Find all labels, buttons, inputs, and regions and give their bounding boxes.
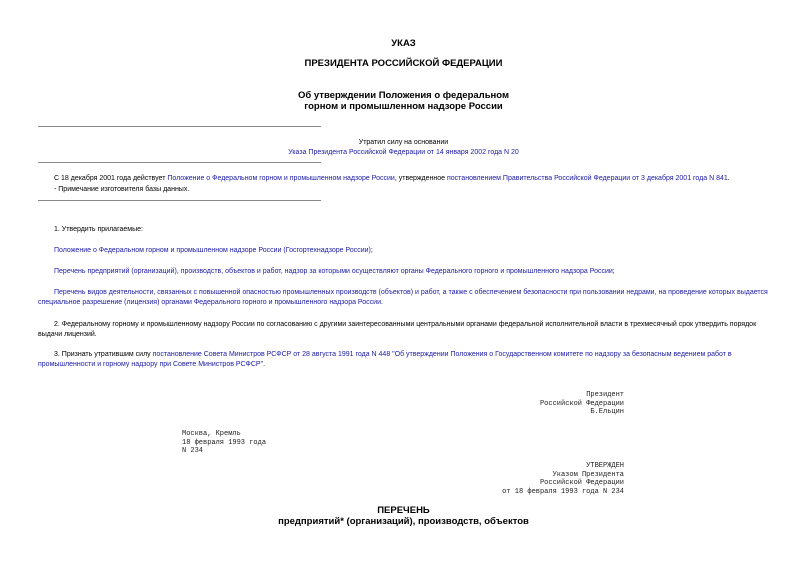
database-note xyxy=(38,174,768,184)
place: Москва, Кремль xyxy=(182,430,241,438)
date: 18 февраля 1993 года xyxy=(182,438,267,447)
item-2: 2. Федеральному горному и промышленному надзору России по согласованию с другими заинтересованными центральными органами федеральной исполнительной власти в трехмесячный срок утвердить порядок выдачи лицензий. xyxy=(38,321,757,338)
approved-date: от 18 февраля 1993 года N 234 xyxy=(502,487,624,496)
approved-label: УТВЕРЖДЕН xyxy=(586,462,624,470)
punctuation: ; xyxy=(370,247,373,254)
approval-block xyxy=(440,462,624,496)
signature-role-country: Российской Федерации xyxy=(539,399,624,408)
database-note-source: - Примечание изготовителя базы данных. xyxy=(54,186,190,193)
note-text: . xyxy=(727,175,730,182)
approved-activities-item xyxy=(38,288,768,308)
list-subtitle: предприятий* (организаций), производств, объектов xyxy=(278,516,529,527)
document-title-line-2: горном и промышленном надзоре России xyxy=(304,101,503,112)
place-date-block xyxy=(182,430,382,456)
approved-country: Российской Федерации xyxy=(539,479,624,487)
document-title-line-1: Об утверждении Положения о федеральном xyxy=(298,90,509,101)
approved-regulation-item xyxy=(38,246,768,256)
president-heading: ПРЕЗИДЕНТА РОССИЙСКОЙ ФЕДЕРАЦИИ xyxy=(304,58,503,69)
rsfsr-resolution-link[interactable]: постановление Совета Министров РСФСР от 28 августа 1991 года N 448 "Об утверждении Положения о Государственном комитете по надзору за безопасным ведением работ в промышленности и горному надзору при Совете Министров РСФСР" xyxy=(38,351,732,368)
basis-decree-link[interactable]: Указа Президента Российской Федерации от 14 января 2002 года N 20 xyxy=(288,149,519,156)
item-3 xyxy=(38,350,768,370)
signature-block xyxy=(460,391,624,417)
approved-list-item xyxy=(38,267,768,277)
regulation-link[interactable]: Положение о Федеральном горном и промышленном надзоре России xyxy=(167,175,395,182)
activities-list-link[interactable]: Перечень видов деятельности, связанных с повышенной опасностью промышленных производств (объектов) и работ, а также с обеспечением безопасности при пользовании недрами, на проведение которых выдается специальное разрешение (лицензия) органами Федерального горного и промышленного надзора России xyxy=(38,289,768,306)
punctuation: . xyxy=(263,361,266,368)
divider xyxy=(38,200,321,201)
enterprises-list-link[interactable]: Перечень предприятий (организаций), производств, объектов и работ, надзор за которыми осуществляют органы Федерального горного и промышленного надзора России xyxy=(54,268,613,275)
decree-heading: УКАЗ xyxy=(391,38,416,49)
note-text: , утвержденное xyxy=(394,175,447,182)
item-1: 1. Утвердить прилагаемые: xyxy=(54,226,143,233)
signature-name: Б.Ельцин xyxy=(590,408,624,416)
punctuation: ; xyxy=(612,268,615,275)
note-text: С 18 декабря 2001 года действует xyxy=(54,175,168,182)
regulation-document-link[interactable]: Положение о Федеральном горном и промышленном надзоре России (Госгортехнадзоре России) xyxy=(54,247,371,254)
punctuation: . xyxy=(381,299,383,306)
approved-by: Указом Президента xyxy=(552,470,624,479)
signature-role: Президент xyxy=(586,391,624,399)
decree-number: N 234 xyxy=(182,447,204,455)
lost-force-label: Утратил силу на основании xyxy=(358,139,449,146)
list-title: ПЕРЕЧЕНЬ xyxy=(377,505,430,516)
item-3-text: 3. Признать утратившим силу xyxy=(54,351,153,358)
divider xyxy=(38,162,321,163)
government-resolution-link[interactable]: постановлением Правительства Российской Федерации от 3 декабря 2001 года N 841 xyxy=(447,175,728,182)
divider xyxy=(38,126,321,127)
